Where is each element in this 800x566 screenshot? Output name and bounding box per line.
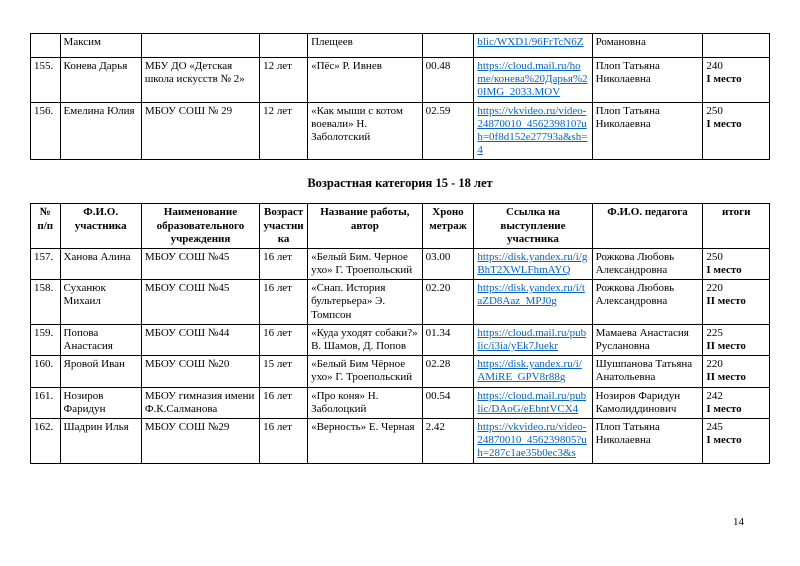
results-cell: [703, 324, 770, 355]
table-cell: МБОУ СОШ № 29: [141, 102, 259, 160]
table-cell: Плещеев: [308, 34, 423, 58]
table-cell: 12 лет: [260, 58, 308, 103]
results-table-15-18: [30, 203, 770, 463]
header-row: [31, 204, 770, 249]
page-number: 14: [733, 516, 744, 528]
table-cell: [260, 34, 308, 58]
results-cell: [703, 280, 770, 325]
link-cell: [474, 280, 592, 325]
table-cell: МБОУ СОШ №45: [141, 280, 259, 325]
table-cell: 12 лет: [260, 102, 308, 160]
table-cell: 03.00: [422, 248, 474, 279]
column-header: итоги: [703, 204, 770, 249]
performance-link[interactable]: https://vkvideo.ru/video-24870010_456239810?uh=0f8d152e27793a&sh=4: [477, 104, 588, 157]
table-cell: 157.: [31, 248, 61, 279]
score-value: 225: [706, 326, 723, 339]
table-cell: «Снап. История бультерьера» Э. Томпсон: [308, 280, 423, 325]
table-cell: «Как мыши с котом воевали» Н. Заболотский: [308, 102, 423, 160]
table-cell: 161.: [31, 387, 61, 418]
table-cell: МБОУ СОШ №29: [141, 418, 259, 463]
table-cell: Плоп Татьяна Николаевна: [592, 58, 703, 103]
link-cell: [474, 248, 592, 279]
score-value: 250: [706, 250, 723, 263]
table-cell: 02.28: [422, 356, 474, 387]
table-cell: Нозиров Фаридун: [60, 387, 141, 418]
table-cell: 16 лет: [260, 248, 308, 279]
table-cell: 159.: [31, 324, 61, 355]
table-cell: МБОУ СОШ №44: [141, 324, 259, 355]
table-cell: Попова Анастасия: [60, 324, 141, 355]
link-cell: [474, 58, 592, 103]
table-cell: Плоп Татьяна Николаевна: [592, 418, 703, 463]
table-row: [31, 102, 770, 160]
link-cell: [474, 102, 592, 160]
results-table-previous-category: [30, 33, 770, 160]
table-cell: [31, 34, 61, 58]
table-cell: «Белый Бим Чёрное ухо» Г. Троепольский: [308, 356, 423, 387]
table-cell: 02.59: [422, 102, 474, 160]
column-header: № п/п: [31, 204, 61, 249]
table-cell: 00.54: [422, 387, 474, 418]
award-label: I место: [706, 434, 742, 447]
table-cell: Суханюк Михаил: [60, 280, 141, 325]
award-label: II место: [706, 371, 746, 384]
table-cell: 162.: [31, 418, 61, 463]
table-cell: 16 лет: [260, 324, 308, 355]
column-header: Название работы, автор: [308, 204, 423, 249]
performance-link[interactable]: https://cloud.mail.ru/public/DAoG/eEbntVCX4: [477, 389, 587, 415]
table-cell: Мамаева Анастасия Руслановна: [592, 324, 703, 355]
table-row: [31, 34, 770, 58]
performance-link[interactable]: https://disk.yandex.ru/i/taZD8Aaz_MPJ0g: [477, 282, 585, 308]
table-cell: 01.34: [422, 324, 474, 355]
performance-link[interactable]: https://disk.yandex.ru/i/AMiRE_GPV8r88g: [477, 358, 582, 384]
performance-link[interactable]: https://disk.yandex.ru/i/gBhT2XWLFhmAYQ: [477, 250, 588, 277]
table-cell: «Белый Бим. Черное ухо» Г. Троепольский: [308, 248, 423, 279]
score-value: 250: [706, 104, 723, 117]
table-cell: 16 лет: [260, 418, 308, 463]
award-label: II место: [706, 340, 746, 352]
column-header: Хроно метраж: [422, 204, 474, 249]
table-cell: 16 лет: [260, 387, 308, 418]
table-row: [31, 324, 770, 355]
results-cell: [703, 387, 770, 418]
table-cell: Яровой Иван: [60, 356, 141, 387]
award-label: I место: [706, 73, 742, 86]
table-cell: МБОУ гимназия имени Ф.К.Салманова: [141, 387, 259, 418]
link-cell: [474, 418, 592, 463]
table-cell: Емелина Юлия: [60, 102, 141, 160]
award-label: I место: [706, 264, 742, 277]
link-cell: [474, 387, 592, 418]
table-cell: Плоп Татьяна Николаевна: [592, 102, 703, 160]
table-row: [31, 58, 770, 103]
table-row: [31, 356, 770, 387]
table-cell: МБОУ СОШ №20: [141, 356, 259, 387]
table-row: [31, 280, 770, 325]
table-row: [31, 418, 770, 463]
results-cell: [703, 418, 770, 463]
table-cell: Рожкова Любовь Александровна: [592, 280, 703, 325]
table-cell: 02.20: [422, 280, 474, 325]
table-cell: МБУ ДО «Детская школа искусств № 2»: [141, 58, 259, 103]
table-cell: «Пёс» Р. Ивнев: [308, 58, 423, 103]
table-cell: 2.42: [422, 418, 474, 463]
table-cell: [422, 34, 474, 58]
table-cell: 158.: [31, 280, 61, 325]
table-cell: «Про коня» Н. Заболоцкий: [308, 387, 423, 418]
column-header: Возраст участника: [260, 204, 308, 249]
table-cell: [141, 34, 259, 58]
column-header: Ф.И.О. участника: [60, 204, 141, 249]
table-cell: Ханова Алина: [60, 248, 141, 279]
column-header: Ф.И.О. педагога: [592, 204, 703, 249]
table-cell: 15 лет: [260, 356, 308, 387]
results-cell: [703, 102, 770, 160]
performance-link[interactable]: blic/WXD1/96FrTcN6Z: [477, 36, 584, 48]
award-label: II место: [706, 295, 746, 308]
table-cell: МБОУ СОШ №45: [141, 248, 259, 279]
score-value: 220: [706, 358, 723, 371]
table-cell: Рожкова Любовь Александровна: [592, 248, 703, 279]
performance-link[interactable]: https://cloud.mail.ru/public/i3ia/yEk7Juekr: [477, 326, 587, 352]
table-cell: «Куда уходят собаки?» В. Шамов, Д. Попов: [308, 324, 423, 355]
table-cell: Максим: [60, 34, 141, 58]
table-cell: Нозиров Фаридун Камолиддинович: [592, 387, 703, 418]
section-heading: Возрастная категория 15 - 18 лет: [307, 176, 493, 191]
score-value: 245: [706, 420, 723, 433]
table-cell: «Верность» Е. Черная: [308, 418, 423, 463]
results-cell: [703, 248, 770, 279]
award-label: I место: [706, 402, 742, 415]
table-cell: 00.48: [422, 58, 474, 103]
table-cell: [703, 34, 770, 58]
performance-link[interactable]: https://cloud.mail.ru/home/конева%20Дарья%20IMG_2033.MOV: [477, 60, 588, 99]
table-cell: 16 лет: [260, 280, 308, 325]
table-cell: Шушпанова Татьяна Анатольевна: [592, 356, 703, 387]
column-header: Наименование образовательного учреждения: [141, 204, 259, 249]
column-header: Ссылка на выступление участника: [474, 204, 592, 249]
score-value: 242: [706, 389, 723, 402]
results-cell: [703, 58, 770, 103]
table-cell: 160.: [31, 356, 61, 387]
table-cell: Шадрин Илья: [60, 418, 141, 463]
link-cell: [474, 34, 592, 58]
performance-link[interactable]: https://vkvideo.ru/video-24870010_456239805?uh=287c1ae35b0ec3&s: [477, 420, 587, 460]
score-value: 220: [706, 282, 723, 295]
table-cell: Конева Дарья: [60, 58, 141, 103]
award-label: I место: [706, 117, 742, 130]
table-cell: 155.: [31, 58, 61, 103]
link-cell: [474, 356, 592, 387]
table-cell: 156.: [31, 102, 61, 160]
table-cell: Романовна: [592, 34, 703, 58]
table-row: [31, 248, 770, 279]
results-cell: [703, 356, 770, 387]
score-value: 240: [706, 60, 723, 72]
table-row: [31, 387, 770, 418]
link-cell: [474, 324, 592, 355]
